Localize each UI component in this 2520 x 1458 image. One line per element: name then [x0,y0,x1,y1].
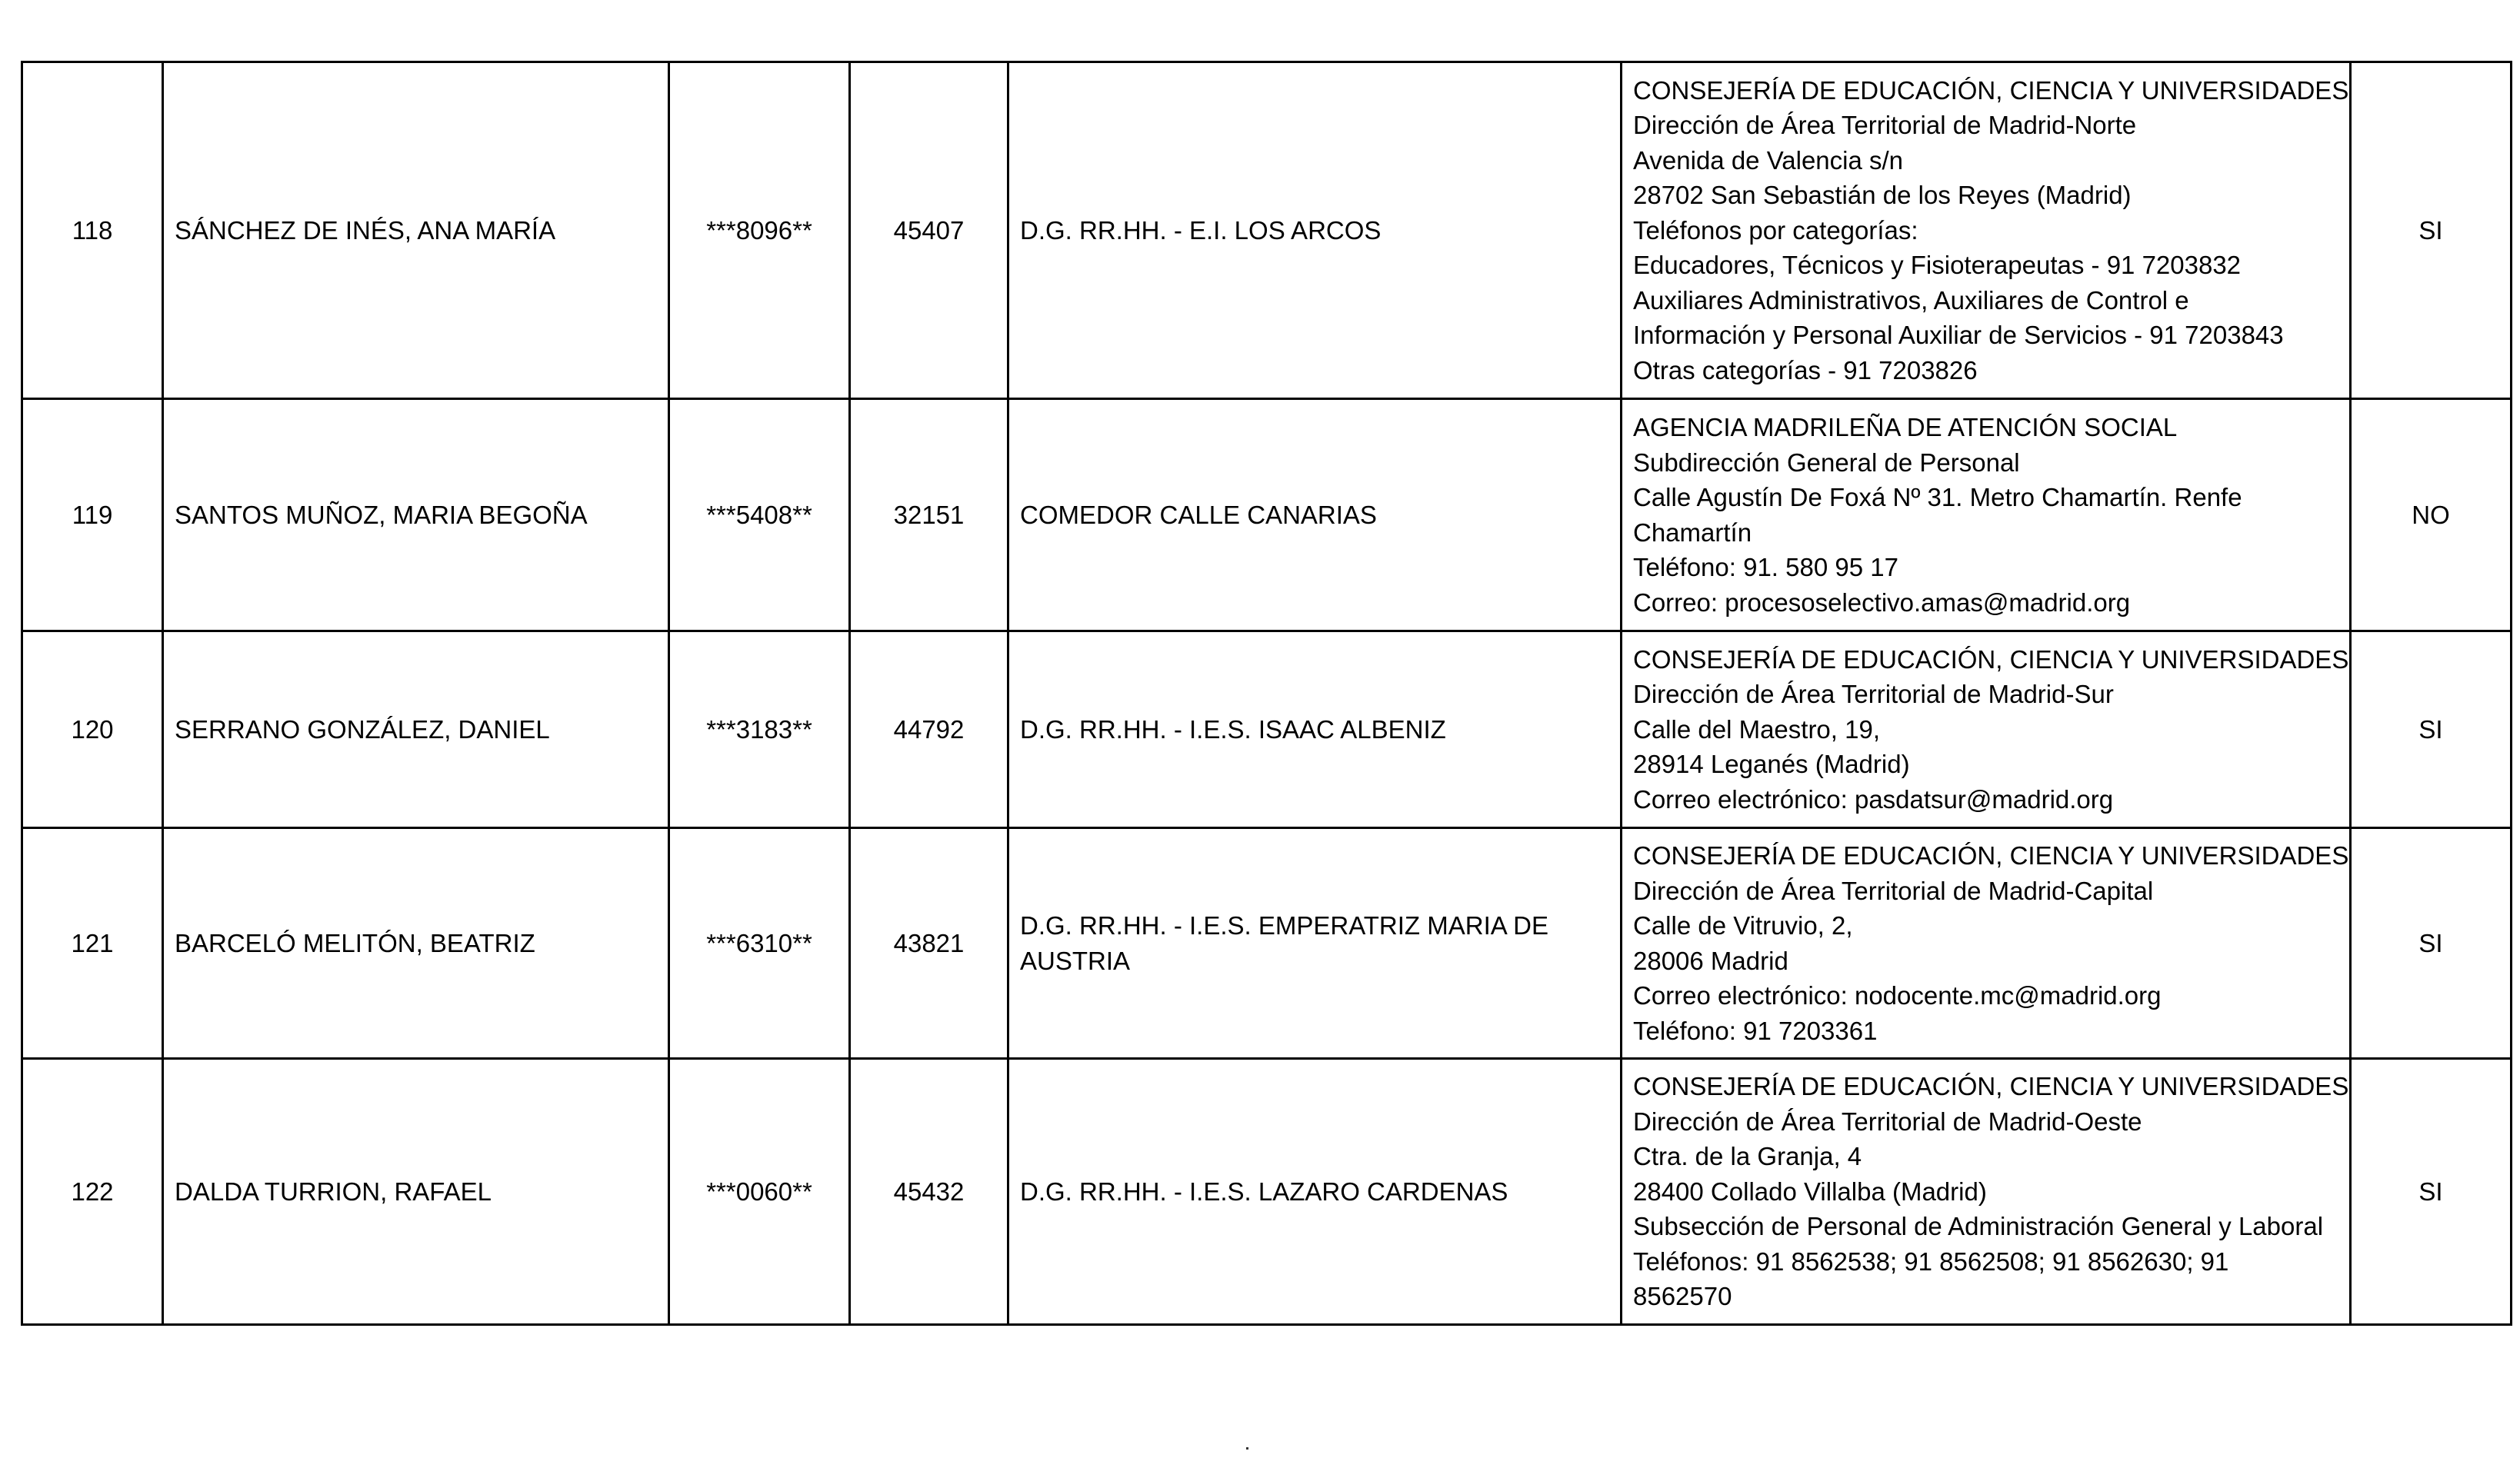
address-line: Calle de Vitruvio, 2, [1633,911,1853,940]
center-name: D.G. RR.HH. - I.E.S. EMPERATRIZ MARIA DE AUSTRIA [1008,828,1622,1059]
row-number: 120 [22,631,163,828]
center-code: 32151 [850,399,1008,631]
row-number: 118 [22,62,163,399]
status-flag: SI [2351,631,2512,828]
center-name: D.G. RR.HH. - I.E.S. ISAAC ALBENIZ [1008,631,1622,828]
address-line: Otras categorías - 91 7203826 [1633,355,1978,384]
address-line: 28702 San Sebastián de los Reyes (Madrid) [1633,181,2132,210]
center-code: 43821 [850,828,1008,1059]
person-name: SANTOS MUÑOZ, MARIA BEGOÑA [163,399,669,631]
status-flag: SI [2351,62,2512,399]
address-line: Correo electrónico: nodocente.mc@madrid.org [1633,981,2162,1010]
address-line: Auxiliares Administrativos, Auxiliares de Control e [1633,285,2189,315]
center-code: 45407 [850,62,1008,399]
address-line: Subdirección General de Personal [1633,448,2020,477]
table-row [22,62,2512,399]
address-line: Teléfono: 91. 580 95 17 [1633,553,1898,581]
table-row [22,828,2512,1059]
table-row [22,1059,2512,1325]
address-line: Correo electrónico: pasdatsur@madrid.org [1633,784,2114,814]
contact-address [1622,399,2351,631]
row-number: 121 [22,828,163,1059]
masked-id: ***0060** [669,1059,850,1325]
masked-id: ***3183** [669,631,850,828]
row-number: 119 [22,399,163,631]
page-mark [1246,1447,1248,1450]
contact-address [1622,828,2351,1059]
person-name: DALDA TURRION, RAFAEL [163,1059,669,1325]
status-flag: SI [2351,1059,2512,1325]
person-name: SÁNCHEZ DE INÉS, ANA MARÍA [163,62,669,399]
address-line: CONSEJERÍA DE EDUCACIÓN, CIENCIA Y UNIVERSIDADES [1633,75,2349,105]
address-line: AGENCIA MADRILEÑA DE ATENCIÓN SOCIAL [1633,413,2178,441]
address-line: CONSEJERÍA DE EDUCACIÓN, CIENCIA Y UNIVERSIDADES [1633,841,2349,870]
address-line: Correo: procesoselectivo.amas@madrid.org [1633,588,2131,617]
status-flag: NO [2351,399,2512,631]
address-line: CONSEJERÍA DE EDUCACIÓN, CIENCIA Y UNIVERSIDADES [1633,1072,2349,1101]
status-flag: SI [2351,828,2512,1059]
address-line: Dirección de Área Territorial de Madrid-Capital [1633,876,2154,905]
contact-address [1622,62,2351,399]
address-line: Dirección de Área Territorial de Madrid-Oeste [1633,1107,2142,1136]
address-line: 8562570 [1633,1282,1732,1311]
person-name: SERRANO GONZÁLEZ, DANIEL [163,631,669,828]
center-name: D.G. RR.HH. - I.E.S. LAZARO CARDENAS [1008,1059,1622,1325]
address-line: Teléfonos: 91 8562538; 91 8562508; 91 8562630; 91 [1633,1247,2229,1276]
masked-id: ***5408** [669,399,850,631]
address-line: Educadores, Técnicos y Fisioterapeutas - 91 7203832 [1633,251,2242,280]
address-line: Teléfonos por categorías: [1633,215,1918,245]
center-name: D.G. RR.HH. - E.I. LOS ARCOS [1008,62,1622,399]
address-line: Subsección de Personal de Administración General y Laboral [1633,1212,2324,1241]
table-row [22,399,2512,631]
person-name: BARCELÓ MELITÓN, BEATRIZ [163,828,669,1059]
address-line: 28006 Madrid [1633,946,1788,975]
address-line: Dirección de Área Territorial de Madrid-Norte [1633,111,2137,140]
contact-address [1622,631,2351,828]
center-name: COMEDOR CALLE CANARIAS [1008,399,1622,631]
address-line: Ctra. de la Granja, 4 [1633,1142,1862,1171]
address-line: Calle Agustín De Foxá Nº 31. Metro Chamartín. Renfe [1633,483,2242,511]
address-line: Avenida de Valencia s/n [1633,145,1904,175]
table-row [22,631,2512,828]
contact-address [1622,1059,2351,1325]
results-table [21,61,2512,1326]
address-line: CONSEJERÍA DE EDUCACIÓN, CIENCIA Y UNIVERSIDADES [1633,644,2349,674]
address-line: Dirección de Área Territorial de Madrid-Sur [1633,680,2114,709]
address-line: Chamartín [1633,518,1752,547]
masked-id: ***6310** [669,828,850,1059]
address-line: Calle del Maestro, 19, [1633,714,1880,744]
masked-id: ***8096** [669,62,850,399]
center-code: 45432 [850,1059,1008,1325]
center-code: 44792 [850,631,1008,828]
address-line: 28400 Collado Villalba (Madrid) [1633,1177,1987,1206]
address-line: Información y Personal Auxiliar de Servicios - 91 7203843 [1633,321,2284,350]
address-line: Teléfono: 91 7203361 [1633,1016,1878,1045]
address-line: 28914 Leganés (Madrid) [1633,750,1910,779]
row-number: 122 [22,1059,163,1325]
